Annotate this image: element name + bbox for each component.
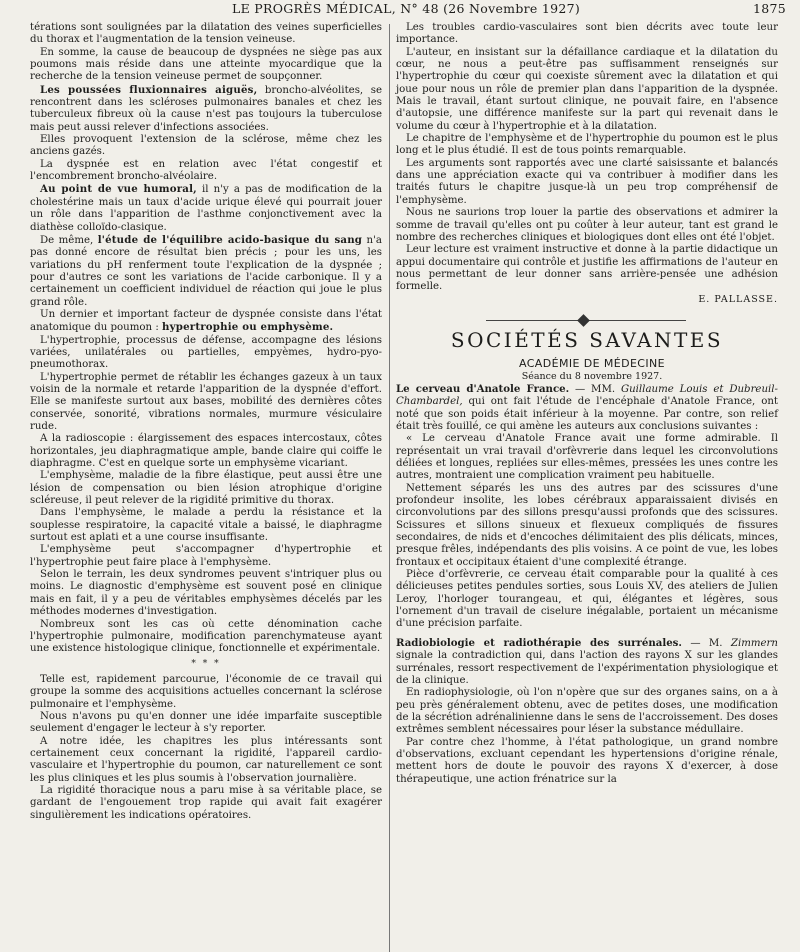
paragraph xyxy=(30,234,382,309)
running-title: LE PROGRÈS MÉDICAL, N° 48 (26 Novembre 1927) xyxy=(232,1,581,16)
paragraph: L'hypertrophie, processus de défense, accompagne des lésions variées, unilatérales ou partielles, empyèmes, hydro-pyo-pneumothorax. xyxy=(30,334,382,371)
paragraph: L'emphysème peut s'accompagner d'hypertrophie et l'hypertrophie peut faire place à l'emphysème. xyxy=(30,544,382,568)
paragraph: Leur lecture est vraiment instructive et donne à la partie didactique un appui documentaire qui contrôle et justifie les affirmations de l'auteur en nous permettant de leur donner sans arrière-pensée une adhésion formelle. xyxy=(396,244,778,293)
paragraph-text: qui ont fait l'étude de l'encéphale d'Anatole France, ont noté que son poids était inférieur à la moyenne. Par contre, son relief était très fouillé, ce qui amène les auteurs aux conclusions suivantes : xyxy=(396,396,778,432)
paragraph-pre: De même, xyxy=(40,234,98,246)
paragraph-lead: Au point de vue humoral, xyxy=(40,183,197,196)
paragraph: La dyspnée est en relation avec l'état congestif et l'encombrement broncho-alvéolaire. xyxy=(30,158,382,183)
paragraph: A la radioscopie : élargissement des espaces intercostaux, côtes horizontales, jeu diaphragmatique ample, bande claire qui coiffe le diaphragme. C'est en quelque sorte un emphysème vicariant. xyxy=(30,433,382,470)
society-heading: ACADÉMIE DE MÉDECINE xyxy=(518,357,666,371)
section-break-stars: * * * xyxy=(191,658,221,669)
paragraph: Telle est, rapidement parcourue, l'économie de ce travail qui groupe la somme des acquisitions actuelles concernant la sclérose pulmonaire et l'emphysème. xyxy=(30,673,382,710)
paragraph: Les troubles cardio-vasculaires sont bien décrits avec toute leur importance. xyxy=(396,22,778,46)
paragraph: En radiophysiologie, où l'on n'opère que sur des organes sains, on a à peu près généralement obtenu, avec de petites doses, une modification de la sécrétion adrénalinienne dans le sens de l'accroissement. Des doses extrêmes semblent nécessaires pour léser la substance médullaire. xyxy=(396,687,778,736)
paragraph-pre: — MM. xyxy=(569,383,621,395)
paragraph-lead: Les poussées fluxionnaires aiguës, xyxy=(40,83,258,96)
paragraph-text: n'a pas donné encore de résultat bien précis ; pour les uns, les variations du pH renferment toute l'explication de la dyspnée ; pour d'autres ce sont les variations de l'acide carbonique. Il y a certainement un coefficient individuel de réaction qui joue le plus grand rôle. xyxy=(30,234,382,308)
ornamental-rule xyxy=(396,314,778,326)
author-signature: E. PALLASSE. xyxy=(698,293,778,305)
ornament-diamond-icon xyxy=(577,314,590,327)
paragraph: Dans l'emphysème, le malade a perdu la résistance et la souplesse respiratoire, la capacité vitale a baissé, le diaphragme surtout est aplati et a une course insuffisante. xyxy=(30,507,382,544)
running-header xyxy=(0,0,800,18)
page-number: 1875 xyxy=(752,1,786,16)
paragraph: Le chapitre de l'emphysème et de l'hypertrophie du poumon est le plus long et le plus étudié. Il est de tous points remarquable. xyxy=(396,133,778,157)
paragraph-pre: — M. xyxy=(681,637,731,649)
right-column xyxy=(396,22,778,786)
paragraph-text: signale la contradiction qui, dans l'action des rayons X sur les glandes surrénales, ressort respectivement de l'expérimentation physiologique et de la clinique. xyxy=(396,650,778,686)
paragraph xyxy=(30,183,382,233)
paragraph: Nous ne saurions trop louer la partie des observations et admirer la somme de travail qu'elles ont pu coûter à leur auteur, tant est grand le nombre des recherches cliniques et biologiques dont elles ont été l'objet. xyxy=(396,207,778,243)
paragraph-authors: Guillaume Louis et Dubreuil-Chambardel, xyxy=(396,383,778,408)
column-divider xyxy=(389,24,390,952)
paragraph: Nettement séparés les uns des autres par des scissures d'une profondeur insolite, les lobes cérébraux apparaissaient divisés en circonvolutions par des sillons presqu'aussi profonds que des scissures. Scissures et sillons sinueux et flexueux compliqués de fissures secondaires, de nids et d'encoches délimitaient des plis délicats, minces, presque frêles, indépendants des plis voisins. A ce point de vue, les lobes frontaux et occipitaux étaient d'une complexité étrange. xyxy=(396,482,778,568)
paragraph: térations sont soulignées par la dilatation des veines superficielles du thorax et l'augmentation de la tension veineuse. xyxy=(30,22,382,46)
paragraph-text: broncho-alvéolites, se rencontrent dans les scléroses pulmonaires banales et chez les tuberculeux fibreux où la cause n'est pas toujours la tuberculose mais peut aussi relever d'infections associées. xyxy=(30,84,382,133)
paragraph: « Le cerveau d'Anatole France avait une forme admirable. Il représentait un vrai travail d'orfèvrerie dans lequel les circonvolutions déliées et longues, repliées sur elles-mêmes, pressées les unes contre les autres, montraient une complication vraiment peu habituelle. xyxy=(396,433,778,482)
session-date: Séance du 8 novembre 1927. xyxy=(521,370,663,382)
paragraph: Pièce d'orfèvrerie, ce cerveau était comparable pour la qualité à ces délicieuses petites pendules sorties, sous Louis XV, des ateliers de Julien Leroy, l'horloger tourangeau, et qui, élégantes et légères, sous l'ornement d'un travail de ciselure inégalable, portaient un mécanisme d'une précision parfaite. xyxy=(396,569,778,630)
paragraph xyxy=(30,84,382,134)
paragraph xyxy=(30,309,382,335)
paragraph: Elles provoquent l'extension de la sclérose, même chez les anciens gazés. xyxy=(30,134,382,158)
paragraph: Selon le terrain, les deux syndromes peuvent s'intriquer plus ou moins. Le diagnostic d'emphysème est souvent posé en clinique mais en fait, il y a peu de véritables emphysèmes décelés par les méthodes modernes d'investigation. xyxy=(30,569,382,618)
paragraph: A notre idée, les chapitres les plus intéressants sont certainement ceux concernant la rigidité, l'appareil cardio-vasculaire et l'hypertrophie du poumon, car naturellement ce sont les plus cliniques et les plus soumis à l'observation journalière. xyxy=(30,735,382,784)
paragraph: Par contre chez l'homme, à l'état pathologique, un grand nombre d'observations, excluant cependant les hypertensions d'origine rénale, mettent hors de doute le pouvoir des rayons X d'exercer, à dose thérapeutique, une action frénatrice sur la xyxy=(396,736,778,785)
paragraph xyxy=(396,637,778,687)
paragraph-authors: Zimmern xyxy=(730,637,778,649)
paragraph-lead: Le cerveau d'Anatole France. xyxy=(396,382,570,395)
paragraph: La rigidité thoracique nous a paru mise à sa véritable place, se gardant de l'engouement trop rapide qui avait fait exagérer singulièrement les indications opératoires. xyxy=(30,784,382,821)
paragraph: L'hypertrophie permet de rétablir les échanges gazeux à un taux voisin de la normale et retarde l'apparition de la dyspnée d'effort. Elle se manifeste surtout aux bases, mobilité des dernières côtes conservée, sonorité, vibrations normales, murmure vésiculaire rude. xyxy=(30,371,382,432)
paragraph-text: il n'y a pas de modification de la cholestérine mais un taux d'acide urique élevé qui pourrait jouer un rôle dans l'apparition de l'asthme conjonctivement avec la diathèse colloïdo-clasique. xyxy=(30,184,382,233)
paragraph: Nombreux sont les cas où cette dénomination cache l'hypertrophie pulmonaire, modification parenchymateuse ayant une existence histologique clinique, fonctionnelle et expérimentale. xyxy=(30,618,382,655)
paragraph: Nous n'avons pu qu'en donner une idée imparfaite susceptible seulement d'engager le lecteur à s'y reporter. xyxy=(30,710,382,735)
paragraph-lead: l'étude de l'équilibre acido-basique du sang xyxy=(97,233,363,246)
paragraph: L'auteur, en insistant sur la défaillance cardiaque et la dilatation du cœur, ne nous a peut-être pas suffisamment renseignés sur l'hypertrophie du cœur qui coexiste sûrement avec la dilatation et qui joue pour nous un rôle de premier plan dans l'apparition de la dyspnée. Mais le travail, étant surtout clinique, ne pouvait faire, en l'absence d'autopsie, une différence manifeste sur la part qui revenait dans le volume du cœur à l'hypertrophie et à la dilatation. xyxy=(396,46,778,132)
paragraph-text: Un dernier et important facteur de dyspnée consiste dans l'état anatomique du poumon : xyxy=(30,308,382,334)
paragraph: L'emphysème, maladie de la fibre élastique, peut aussi être une lésion de compensation ou bien lésion atrophique d'origine scléreuse, il peut relever de la rigidité primitive du thorax. xyxy=(30,470,382,507)
paragraph xyxy=(396,383,778,433)
paragraph-tail: hypertrophie ou emphysème. xyxy=(162,321,334,334)
paragraph: En somme, la cause de beaucoup de dyspnées ne siège pas aux poumons mais réside dans une atteinte myocardique que la recherche de la tension veineuse permet de soupçonner. xyxy=(30,46,382,83)
paragraph: Les arguments sont rapportés avec une clarté saisissante et balancés dans une appréciation exacte qui va contribuer à modifier dans les traités futurs le chapitre jusque-là un peu trop compréhensif de l'emphysème. xyxy=(396,157,778,206)
left-column xyxy=(30,22,382,822)
section-title: SOCIÉTÉS SAVANTES xyxy=(450,327,724,352)
paragraph-lead: Radiobiologie et radiothérapie des surrénales. xyxy=(396,636,682,649)
